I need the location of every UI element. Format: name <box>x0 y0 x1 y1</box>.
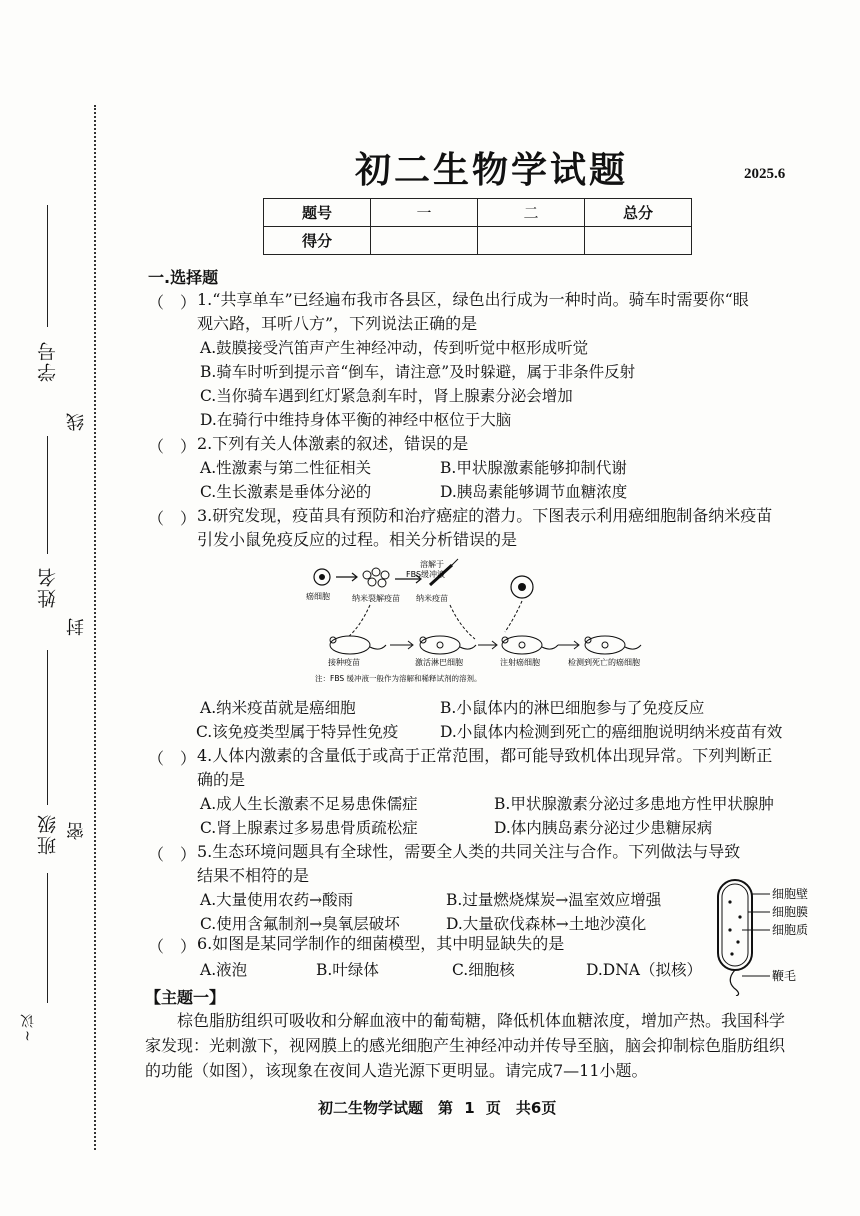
mouse-icon <box>585 636 641 654</box>
option-d: D.DNA（拟核） <box>586 961 702 979</box>
mouse-icon <box>420 636 476 654</box>
callout-line <box>450 605 475 639</box>
bacterium-icon <box>718 880 752 996</box>
step3-label: 注射癌细胞 <box>500 658 540 667</box>
xingming-label: 姓名 <box>37 566 59 608</box>
cancer-cell-label: 癌细胞 <box>306 592 330 601</box>
step1-label: 接种疫苗 <box>328 658 360 667</box>
answer-paren: （ ） <box>148 509 197 528</box>
question-stem: 4.人体内激素的含量低于或高于正常范围，都可能导致机体出现异常。下列判断正 <box>197 746 773 765</box>
theme-heading: 【主题一】 <box>145 988 226 1007</box>
mi-char: 密 <box>66 822 87 840</box>
option-c: C.生长激素是垂体分泌的 <box>200 483 372 501</box>
option-a: A.性激素与第二性征相关 <box>200 459 372 477</box>
xian-char: 线 <box>66 413 87 431</box>
step4-label: 检测到死亡的癌细胞 <box>568 658 640 667</box>
score-header-cell: 二 <box>478 199 585 227</box>
score-header-cell: 总分 <box>585 199 692 227</box>
option-b: B.甲状腺激素能够抑制代谢 <box>440 459 627 477</box>
page-footer: 初二生物学试题 第 1 页 共6页 <box>318 1099 557 1117</box>
binding-dashed-line <box>94 105 96 1150</box>
fbs-label: FBS缓冲液 <box>406 570 446 579</box>
cell-membrane-label: 细胞膜 <box>772 905 809 919</box>
option-c: C.细胞核 <box>452 961 515 979</box>
cell-wall-label: 细胞壁 <box>772 887 809 901</box>
option-b: B.甲状腺激素分泌过多患地方性甲状腺肿 <box>494 795 774 813</box>
option-d: D.小鼠体内检测到死亡的癌细胞说明纳米疫苗有效 <box>440 723 783 741</box>
option-d: D.胰岛素能够调节血糖浓度 <box>440 483 628 501</box>
cancer-cell-icon <box>314 569 330 585</box>
option-a: A.液泡 <box>200 961 248 979</box>
bacterium-figure <box>708 872 828 996</box>
score-label-cell: 得分 <box>264 227 371 255</box>
nano-split-vaccine-icon <box>363 568 389 587</box>
mouse-icon <box>502 636 558 654</box>
answer-paren: （ ） <box>148 293 197 312</box>
option-b: B.过量燃烧煤炭→温室效应增强 <box>446 891 662 909</box>
question-stem: 观六路，耳听八方”，下列说法正确的是 <box>197 314 478 333</box>
question-stem: 1.“共享单车”已经遍布我市各县区，绿色出行成为一种时尚。骑车时需要你“眼 <box>197 290 749 309</box>
question-stem: 确的是 <box>197 770 246 789</box>
xuehao-label: 学号 <box>37 340 59 382</box>
option-c: C.肾上腺素过多易患骨质疏松症 <box>200 819 418 837</box>
question-stem: 结果不相符的是 <box>197 866 310 885</box>
banji-underline <box>47 650 48 805</box>
option-b: B.骑车时听到提示音“倒车，请注意”及时躲避，属于非条件反射 <box>200 363 636 381</box>
corner-underline <box>47 873 48 1003</box>
banji-label: 班级 <box>37 813 59 855</box>
question-stem: 5.生态环境问题具有全球性，需要全人类的共同关注与合作。下列做法与导致 <box>197 842 741 861</box>
mouse-icon <box>330 636 386 654</box>
dissolve-label: 溶解于 <box>420 560 444 569</box>
score-table-row <box>264 199 692 227</box>
option-d: D.体内胰岛素分泌过少患糖尿病 <box>494 819 713 837</box>
answer-paren: （ ） <box>148 937 197 956</box>
option-a: A.纳米疫苗就是癌细胞 <box>200 699 356 717</box>
option-a: A.成人生长激素不足易患侏儒症 <box>200 795 418 813</box>
callout-line <box>348 605 370 637</box>
nano-vaccine-label: 纳米疫苗 <box>416 594 448 603</box>
option-a: A.鼓膜接受汽笛声产生神经冲动，传到听觉中枢形成听觉 <box>200 339 589 357</box>
answer-paren: （ ） <box>148 437 197 456</box>
exam-date: 2025.6 <box>744 166 786 182</box>
option-d: D.大量砍伐森林→土地沙漠化 <box>446 915 647 933</box>
score-value-cell <box>478 227 585 255</box>
corner-label: ~议 <box>20 1012 36 1042</box>
answer-paren: （ ） <box>148 749 197 768</box>
question-stem: 2.下列有关人体激素的叙述，错误的是 <box>197 434 469 453</box>
section-title: 一.选择题 <box>148 268 219 287</box>
score-header-cell: 一 <box>371 199 478 227</box>
feng-char: 封 <box>66 618 87 636</box>
vaccine-figure <box>300 557 650 687</box>
score-value-cell <box>585 227 692 255</box>
answer-paren: （ ） <box>148 845 197 864</box>
xuehao-underline <box>47 205 48 327</box>
cancer-cell-icon <box>511 576 533 598</box>
option-c: C.使用含氟制剂→臭氧层破坏 <box>200 915 400 933</box>
option-c: C.当你骑车遇到红灯紧急刹车时，肾上腺素分泌会增加 <box>200 387 573 405</box>
option-c: C.该免疫类型属于特异性免疫 <box>196 723 399 741</box>
question-stem: 引发小鼠免疫反应的过程。相关分析错误的是 <box>197 530 518 549</box>
question-stem: 6.如图是某同学制作的细菌模型，其中明显缺失的是 <box>197 934 565 953</box>
theme-paragraph: 棕色脂肪组织可吸收和分解血液中的葡萄糖，降低机体血糖浓度，增加产热。我国科学家发现：光刺激下，视网膜上的感光细胞产生神经冲动并传导至脑，脑会抑制棕色脂肪组织的功能（如图），该现象在夜间人造光源下更明显。请完成7—11小题。 <box>145 1011 786 1080</box>
cytoplasm-label: 细胞质 <box>772 923 809 937</box>
xingming-underline <box>47 436 48 554</box>
score-table-row <box>264 227 692 255</box>
score-value-cell <box>371 227 478 255</box>
option-b: B.小鼠体内的淋巴细胞参与了免疫反应 <box>440 699 705 717</box>
page-title: 初二生物学试题 <box>355 150 629 191</box>
question-stem: 3.研究发现，疫苗具有预防和治疗癌症的潜力。下图表示利用癌细胞制备纳米疫苗 <box>197 506 773 525</box>
callout-line <box>505 601 522 632</box>
score-table <box>263 198 692 255</box>
figure-note: 注：FBS 缓冲液一般作为溶解和稀释试剂的溶剂。 <box>315 674 482 683</box>
score-header-cell: 题号 <box>264 199 371 227</box>
option-a: A.大量使用农药→酸雨 <box>200 891 354 909</box>
option-b: B.叶绿体 <box>316 961 379 979</box>
option-d: D.在骑行中维持身体平衡的神经中枢位于大脑 <box>200 411 512 429</box>
flagellum-label: 鞭毛 <box>772 969 797 983</box>
step2-label: 激活淋巴细胞 <box>415 658 463 667</box>
nano-split-label: 纳米裂解疫苗 <box>352 594 400 603</box>
